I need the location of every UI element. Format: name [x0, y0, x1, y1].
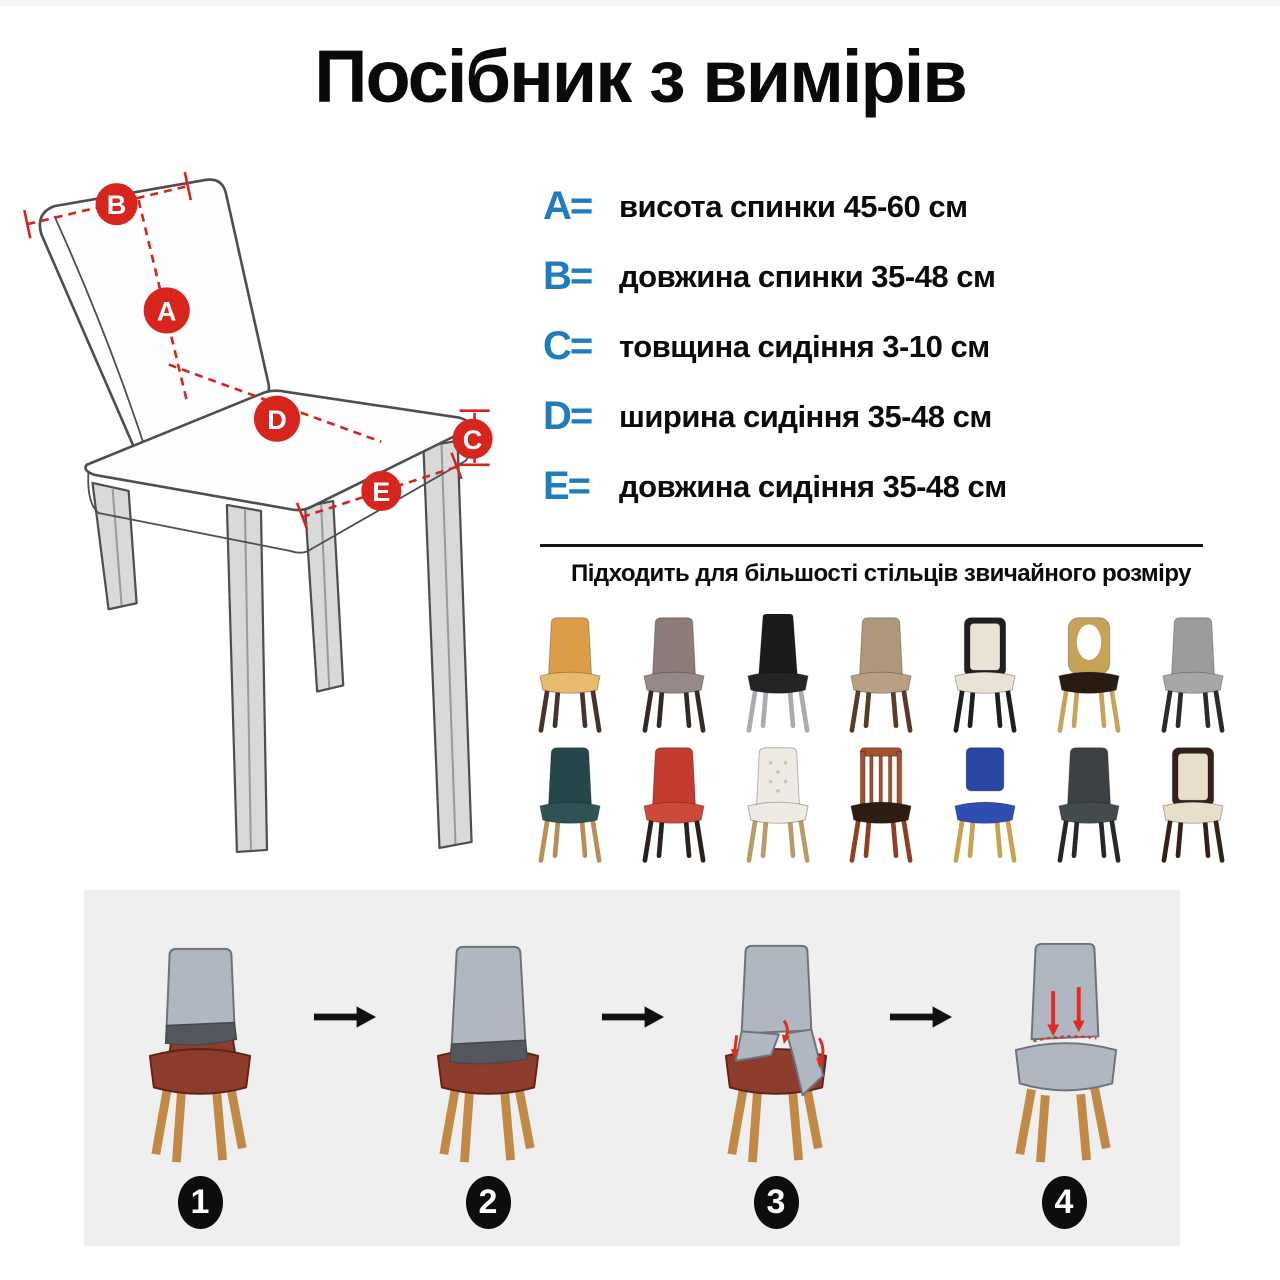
step-3-number: 3 — [754, 1176, 799, 1229]
measurement-key-b: B= — [543, 254, 592, 298]
step-2-number: 2 — [466, 1176, 511, 1229]
step-1-number: 1 — [178, 1176, 223, 1229]
black-highback-chair — [731, 614, 825, 736]
step-4-number: 4 — [1042, 1176, 1087, 1229]
taupe-fabric-chair — [834, 614, 928, 736]
svg-text:B: B — [106, 189, 127, 221]
measurement-value-d: ширина сидіння 35-48 см — [619, 398, 992, 434]
divider-line — [540, 544, 1203, 547]
measurement-value-c: товщина сидіння 3-10 см — [619, 328, 990, 364]
gray-fabric-chair — [1146, 614, 1240, 736]
measurement-key-c: C= — [543, 324, 592, 368]
step-4-illustration — [978, 940, 1150, 1166]
measurement-row-d — [543, 394, 1233, 439]
wood-oval-back-chair — [1042, 614, 1136, 736]
arrow-right-icon — [312, 1004, 376, 1030]
installation-steps-panel — [84, 890, 1180, 1246]
measurement-key-e: E= — [543, 464, 590, 508]
wood-slat-back-chair — [834, 744, 928, 866]
step-2-illustration — [402, 940, 574, 1166]
arrow-right-icon — [888, 1004, 952, 1030]
chair-examples-grid — [518, 606, 1245, 866]
measurement-value-e: довжина сидіння 35-48 см — [619, 468, 1007, 504]
svg-text:E: E — [372, 475, 391, 507]
red-fabric-chair — [627, 744, 721, 866]
measurement-key-a: A= — [543, 184, 592, 228]
arrow-right-icon — [600, 1004, 664, 1030]
step-3 — [678, 940, 874, 1229]
measurement-row-c — [543, 324, 1233, 369]
teal-fabric-chair — [523, 744, 617, 866]
measurement-row-a — [543, 184, 1233, 229]
darkwood-cream-chair — [1146, 744, 1240, 866]
step-1-illustration — [114, 940, 286, 1166]
measurement-key-d: D= — [543, 394, 592, 438]
svg-text:D: D — [267, 403, 287, 435]
charcoal-fabric-chair — [1042, 744, 1136, 866]
measurement-row-b — [543, 254, 1233, 299]
blue-banquet-chair — [938, 744, 1032, 866]
orange-fabric-chair — [523, 614, 617, 736]
white-tufted-chair — [731, 744, 825, 866]
measurement-list — [543, 184, 1233, 534]
fits-most-chairs-note: Підходить для більшості стільців звичайного розміру — [570, 560, 1192, 587]
step-1 — [102, 940, 298, 1229]
svg-text:A: A — [156, 295, 177, 327]
chair-measurement-diagram — [8, 160, 530, 872]
step-2 — [390, 940, 586, 1229]
page-title: Посібник з вимірів — [314, 35, 966, 118]
cream-black-frame-chair — [938, 614, 1032, 736]
measurement-row-e — [543, 464, 1233, 509]
step-3-illustration — [690, 940, 862, 1166]
measurement-value-b: довжина спинки 35-48 см — [619, 258, 996, 294]
mauve-fabric-chair — [627, 614, 721, 736]
measurement-value-a: висота спинки 45-60 см — [619, 188, 968, 224]
step-4 — [966, 940, 1162, 1229]
svg-text:C: C — [462, 423, 483, 455]
